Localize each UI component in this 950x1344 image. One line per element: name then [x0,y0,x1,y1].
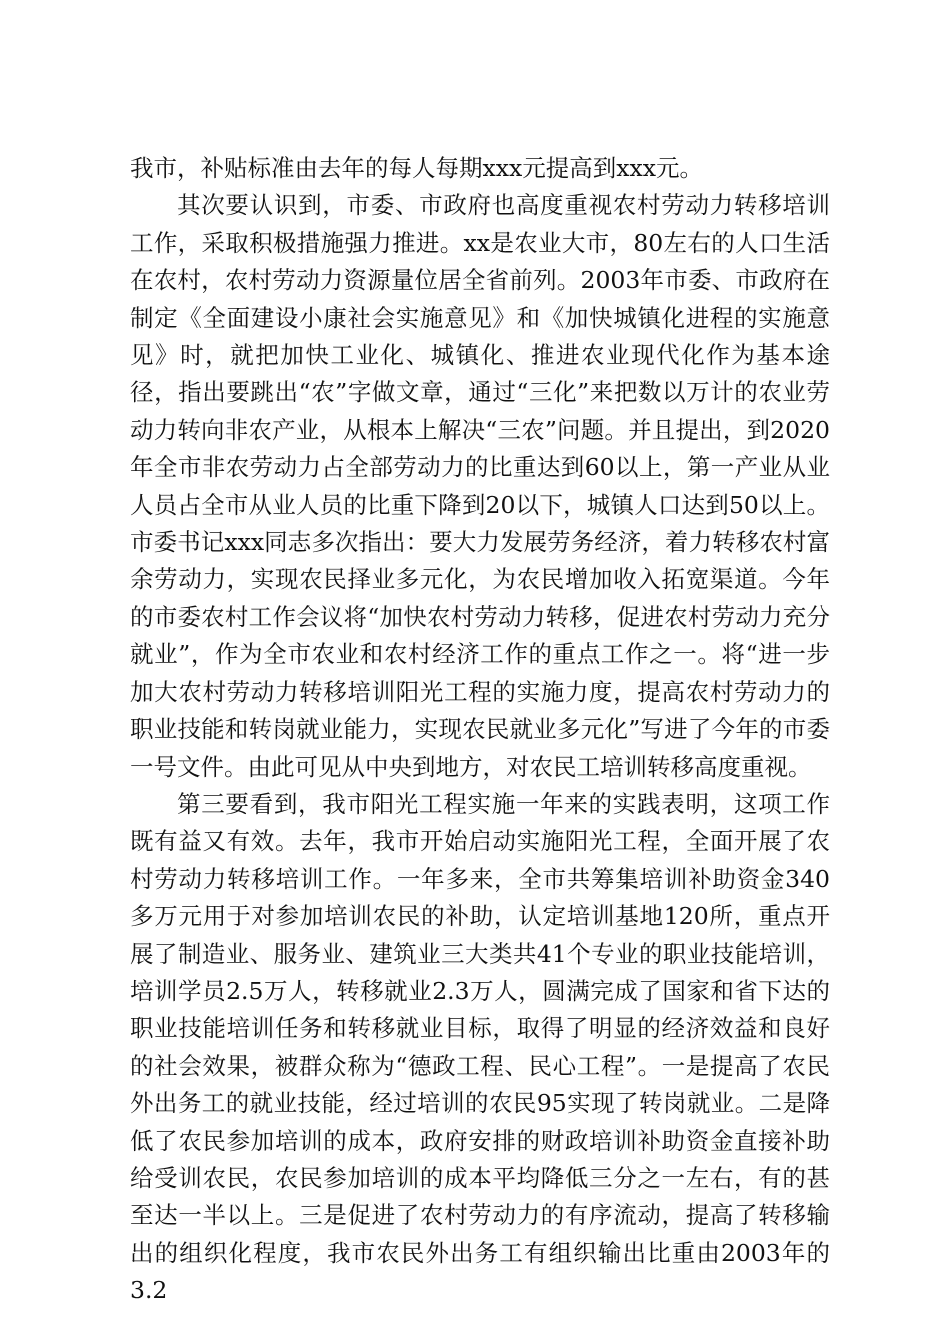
document-body [130,150,830,1310]
paragraph-2: 其次要认识到，市委、市政府也高度重视农村劳动力转移培训工作，采取积极措施强力推进。xx是农业大市，80左右的人口生活在农村，农村劳动力资源量位居全省前列。2003年市委、市政府在制定《全面建设小康社会实施意见》和《加快城镇化进程的实施意见》时，就把加快工业化、城镇化、推进农业现代化作为基本途径，指出要跳出“农”字做文章，通过“三化”来把数以万计的农业劳动力转向非农产业，从根本上解决“三农”问题。并且提出，到2020年全市非农劳动力占全部劳动力的比重达到60以上，第一产业从业人员占全市从业人员的比重下降到20以下，城镇人口达到50以上。市委书记xxx同志多次指出：要大力发展劳务经济，着力转移农村富余劳动力，实现农民择业多元化，为农民增加收入拓宽渠道。今年的市委农村工作会议将“加快农村劳动力转移，促进农村劳动力充分就业”，作为全市农业和农村经济工作的重点工作之一。将“进一步加大农村劳动力转移培训阳光工程的实施力度，提高农村劳动力的职业技能和转岗就业能力，实现农民就业多元化”写进了今年的市委一号文件。由此可见从中央到地方，对农民工培训转移高度重视。 [130,191,830,781]
paragraph-1: 我市，补贴标准由去年的每人每期xxx元提高到xxx元。 [130,154,704,182]
paragraph-3: 第三要看到，我市阳光工程实施一年来的实践表明，这项工作既有益又有效。去年，我市开始启动实施阳光工程，全面开展了农村劳动力转移培训工作。一年多来，全市共筹集培训补助资金340多万元用于对参加培训农民的补助，认定培训基地120所，重点开展了制造业、服务业、建筑业三大类共41个专业的职业技能培训，培训学员2.5万人，转移就业2.3万人，圆满完成了国家和省下达的职业技能培训任务和转移就业目标，取得了明显的经济效益和良好的社会效果，被群众称为“德政工程、民心工程”。一是提高了农民外出务工的就业技能，经过培训的农民95实现了转岗就业。二是降低了农民参加培训的成本，政府安排的财政培训补助资金直接补助给受训农民，农民参加培训的成本平均降低三分之一左右，有的甚至达一半以上。三是促进了农村劳动力的有序流动，提高了转移输出的组织化程度，我市农民外出务工有组织输出比重由2003年的3.2 [130,789,830,1305]
